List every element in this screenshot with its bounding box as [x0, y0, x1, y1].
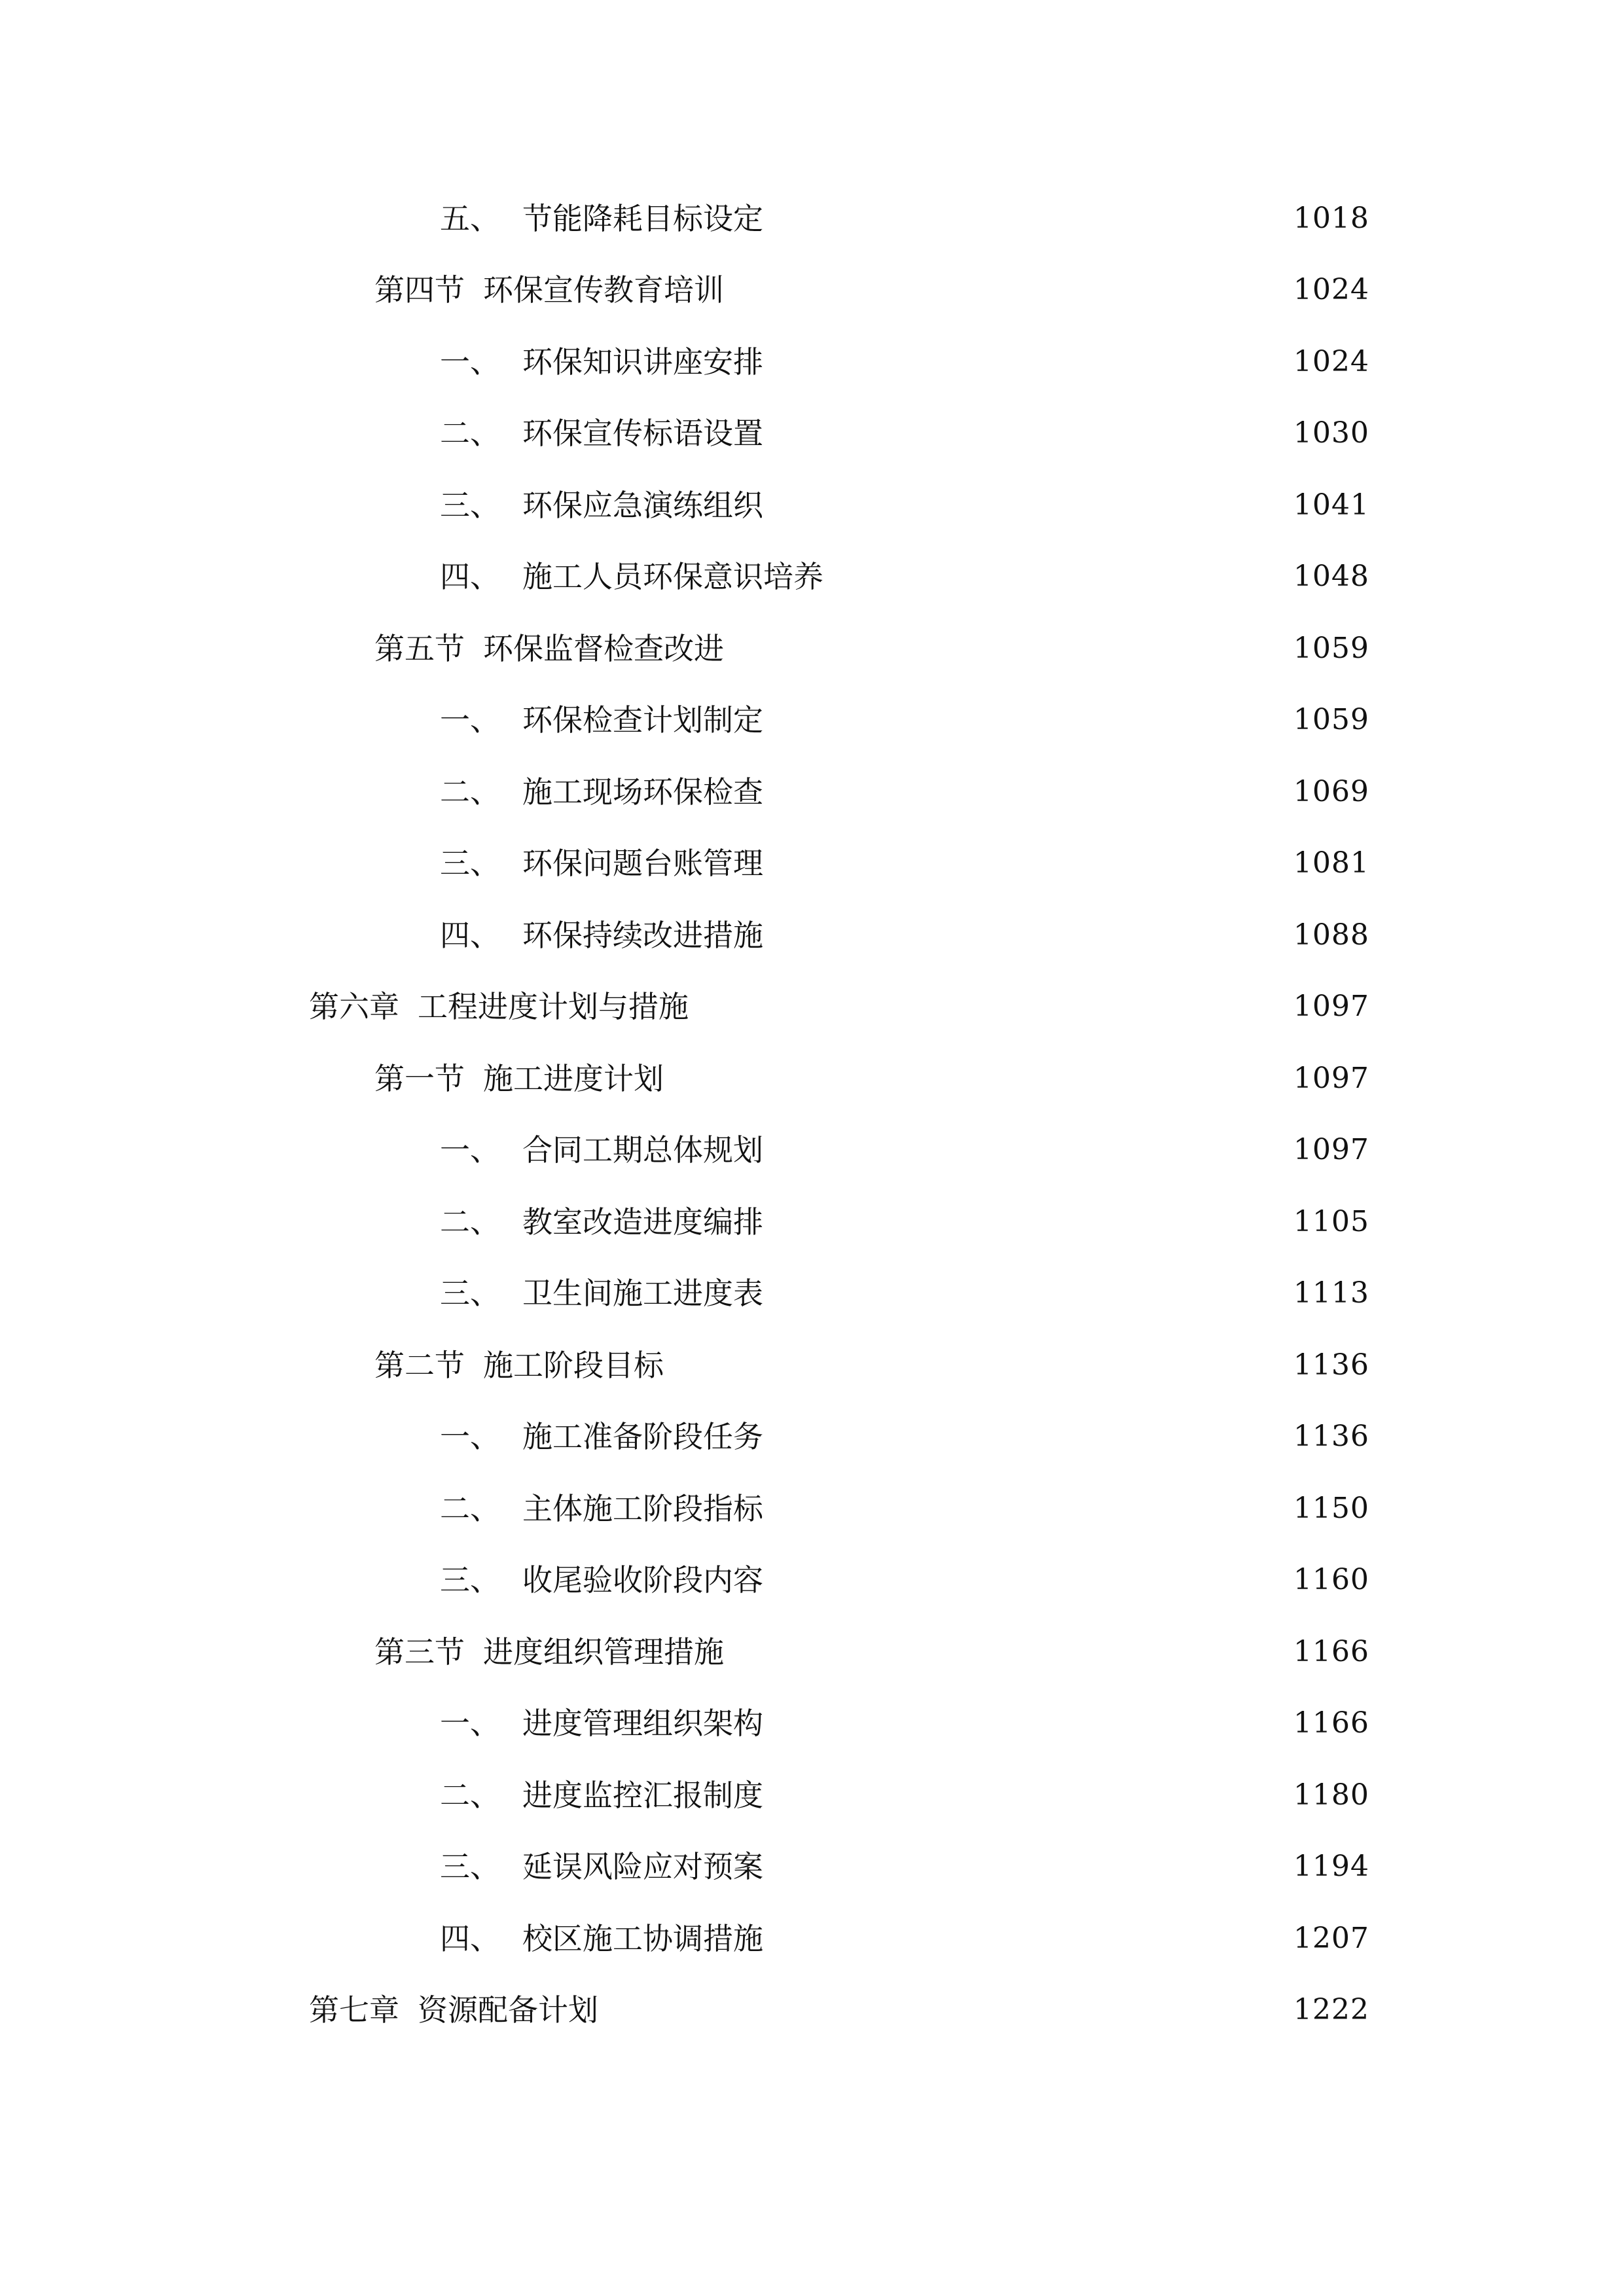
- toc-entry-page: 1097: [1293, 1133, 1369, 1166]
- toc-entry-title: 施工现场环保检查: [522, 774, 763, 810]
- toc-entry-number: 三、: [440, 1276, 500, 1311]
- toc-entry-title: 进度监控汇报制度: [522, 1778, 763, 1813]
- toc-entry[interactable]: [440, 1769, 1369, 1821]
- toc-entry-title: 环保持续改进措施: [522, 918, 763, 953]
- toc-entry-page: 1113: [1293, 1276, 1369, 1310]
- dot-leader: [772, 1124, 1284, 1176]
- dot-leader: [698, 980, 1284, 1033]
- toc-entry-page: 1097: [1293, 990, 1369, 1023]
- toc-entry-number: 一、: [440, 1419, 500, 1454]
- toc-entry-page: 1041: [1293, 488, 1369, 522]
- toc-entry[interactable]: [309, 1984, 1369, 2036]
- toc-entry-number: 三、: [440, 1562, 500, 1598]
- toc-entry-page: 1059: [1293, 703, 1369, 736]
- toc-entry-number: 三、: [440, 488, 500, 523]
- toc-entry-number: 三、: [440, 1849, 500, 1884]
- toc-entry-page: 1105: [1293, 1205, 1369, 1238]
- toc-entry-page: 1150: [1293, 1492, 1369, 1525]
- toc-entry-page: 1024: [1293, 273, 1369, 306]
- dot-leader: [772, 1482, 1284, 1535]
- toc-entry-page: 1097: [1293, 1062, 1369, 1095]
- toc-entry-title: 环保监督检查改进: [483, 631, 724, 666]
- toc-entry-number: 二、: [440, 1491, 500, 1526]
- toc-entry-number: 第三节: [374, 1634, 465, 1670]
- toc-entry-page: 1081: [1293, 846, 1369, 880]
- toc-entry[interactable]: [440, 1196, 1369, 1248]
- toc-entry-number: 二、: [440, 1204, 500, 1240]
- toc-entry-page: 1059: [1293, 632, 1369, 665]
- dot-leader: [772, 766, 1284, 818]
- toc-entry-number: 四、: [440, 1921, 500, 1956]
- dot-leader: [772, 336, 1284, 388]
- dot-leader: [772, 1267, 1284, 1319]
- toc-entry-number: 一、: [440, 344, 500, 380]
- toc-entry-number: 一、: [440, 1706, 500, 1741]
- toc-entry-title: 校区施工协调措施: [522, 1921, 763, 1956]
- toc-entry-page: 1207: [1293, 1922, 1369, 1955]
- toc-entry[interactable]: [440, 1482, 1369, 1535]
- toc-entry[interactable]: [440, 766, 1369, 818]
- toc-entry[interactable]: [309, 980, 1369, 1033]
- toc-entry[interactable]: [440, 1267, 1369, 1319]
- toc-entry-number: 第七章: [309, 1992, 399, 2028]
- toc-entry-title: 卫生间施工进度表: [522, 1276, 763, 1311]
- dot-leader: [733, 622, 1284, 675]
- toc-entry-number: 第二节: [374, 1348, 465, 1383]
- dot-leader: [772, 407, 1284, 459]
- toc-entry-title: 资源配备计划: [418, 1992, 598, 2028]
- dot-leader: [772, 1554, 1284, 1606]
- toc-entry-page: 1166: [1293, 1635, 1369, 1668]
- toc-entry-title: 环保宣传标语设置: [522, 416, 763, 451]
- dot-leader: [607, 1984, 1284, 2036]
- toc-entry-number: 三、: [440, 846, 500, 881]
- toc-entry[interactable]: [374, 1052, 1369, 1105]
- toc-entry-title: 施工进度计划: [483, 1061, 664, 1096]
- toc-entry[interactable]: [440, 192, 1369, 245]
- toc-entry[interactable]: [440, 837, 1369, 889]
- toc-entry-number: 五、: [440, 201, 500, 236]
- toc-entry-number: 一、: [440, 1132, 500, 1168]
- toc-entry[interactable]: [440, 550, 1369, 603]
- toc-entry-title: 进度组织管理措施: [483, 1634, 724, 1670]
- toc-entry-page: 1194: [1293, 1850, 1369, 1883]
- toc-entry-page: 1030: [1293, 416, 1369, 450]
- toc-entry-page: 1180: [1293, 1778, 1369, 1812]
- toc-entry-page: 1136: [1293, 1348, 1369, 1382]
- dot-leader: [733, 1626, 1284, 1678]
- dot-leader: [772, 192, 1284, 245]
- toc-entry-title: 环保应急演练组织: [522, 488, 763, 523]
- toc-entry-number: 第五节: [374, 631, 465, 666]
- toc-entry-page: 1088: [1293, 918, 1369, 952]
- toc-entry-page: 1018: [1293, 202, 1369, 235]
- toc-entry-page: 1222: [1293, 1993, 1369, 2026]
- toc-entry[interactable]: [440, 336, 1369, 388]
- toc-entry-title: 工程进度计划与措施: [418, 989, 689, 1024]
- toc-entry-title: 环保宣传教育培训: [483, 272, 724, 308]
- toc-entry[interactable]: [440, 407, 1369, 459]
- toc-entry-title: 环保问题台账管理: [522, 846, 763, 881]
- toc-entry-number: 第一节: [374, 1061, 465, 1096]
- toc-entry[interactable]: [440, 1124, 1369, 1176]
- toc-entry-number: 二、: [440, 416, 500, 451]
- toc-entry[interactable]: [440, 1912, 1369, 1965]
- dot-leader: [673, 1339, 1284, 1391]
- toc-entry[interactable]: [440, 1697, 1369, 1749]
- toc-entry[interactable]: [440, 1410, 1369, 1463]
- toc-entry[interactable]: [374, 264, 1369, 316]
- dot-leader: [833, 550, 1284, 603]
- toc-entry-title: 施工准备阶段任务: [522, 1419, 763, 1454]
- toc-entry-page: 1069: [1293, 775, 1369, 808]
- toc-entry[interactable]: [440, 909, 1369, 961]
- toc-entry-title: 教室改造进度编排: [522, 1204, 763, 1240]
- toc-entry-title: 进度管理组织架构: [522, 1706, 763, 1741]
- toc-entry-page: 1048: [1293, 560, 1369, 593]
- dot-leader: [772, 1769, 1284, 1821]
- toc-entry-title: 施工阶段目标: [483, 1348, 664, 1383]
- dot-leader: [673, 1052, 1284, 1105]
- toc-entry[interactable]: [440, 479, 1369, 531]
- toc-entry[interactable]: [374, 1339, 1369, 1391]
- toc-entry-number: 一、: [440, 702, 500, 738]
- dot-leader: [772, 1840, 1284, 1893]
- dot-leader: [772, 694, 1284, 746]
- toc-entry-title: 合同工期总体规划: [522, 1132, 763, 1168]
- toc-entry-page: 1166: [1293, 1706, 1369, 1740]
- dot-leader: [772, 909, 1284, 961]
- dot-leader: [772, 1912, 1284, 1965]
- toc-entry-page: 1160: [1293, 1563, 1369, 1596]
- toc-entry-number: 第四节: [374, 272, 465, 308]
- toc-entry-number: 二、: [440, 1778, 500, 1813]
- toc-entry-title: 施工人员环保意识培养: [522, 559, 823, 594]
- toc-entry-title: 主体施工阶段指标: [522, 1491, 763, 1526]
- dot-leader: [772, 479, 1284, 531]
- toc-entry-page: 1136: [1293, 1420, 1369, 1453]
- dot-leader: [733, 264, 1284, 316]
- dot-leader: [772, 1196, 1284, 1248]
- toc-entry[interactable]: [374, 622, 1369, 675]
- toc-entry[interactable]: [440, 1840, 1369, 1893]
- toc-entry-page: 1024: [1293, 345, 1369, 378]
- toc-entry-title: 延误风险应对预案: [522, 1849, 763, 1884]
- toc-entry-title: 环保知识讲座安排: [522, 344, 763, 380]
- toc-entry[interactable]: [374, 1626, 1369, 1678]
- toc-entry[interactable]: [440, 694, 1369, 746]
- toc-entry-number: 第六章: [309, 989, 399, 1024]
- toc-entry-title: 收尾验收阶段内容: [522, 1562, 763, 1598]
- dot-leader: [772, 1410, 1284, 1463]
- toc-entry-title: 环保检查计划制定: [522, 702, 763, 738]
- dot-leader: [772, 837, 1284, 889]
- toc-entry-title: 节能降耗目标设定: [522, 201, 763, 236]
- toc-entry-number: 二、: [440, 774, 500, 810]
- toc-entry-number: 四、: [440, 918, 500, 953]
- dot-leader: [772, 1697, 1284, 1749]
- toc-entry[interactable]: [440, 1554, 1369, 1606]
- toc-entry-number: 四、: [440, 559, 500, 594]
